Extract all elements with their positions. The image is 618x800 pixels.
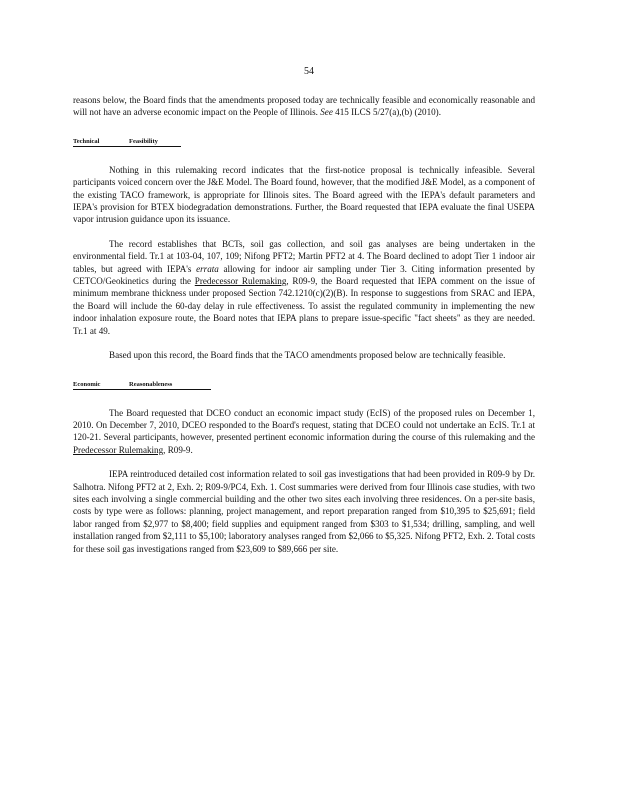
section-heading-technical-feasibility xyxy=(73,137,535,147)
technical-paragraph-2 xyxy=(73,238,535,337)
economic-paragraph-1 xyxy=(73,407,535,457)
errata-term: errata xyxy=(196,263,219,274)
heading-word: Economic xyxy=(73,380,129,390)
intro-citation: 415 ILCS 5/27(a),(b) (2010). xyxy=(335,107,441,118)
predecessor-rulemaking-reference: Predecessor Rulemaking xyxy=(73,444,164,455)
economic-paragraph-2: IEPA reintroduced detailed cost information related to soil gas investigations that had been provided in R09-9 by Dr. Salhotra. Nifong PFT2 at 2, Exh. 2; R09-9/PC4, Exh. 1. Cost summaries were derived from four Illinois case studies, with two sites each involving a single commercial building and the other two sites each involving three residences. On a per-site basis, costs by type were as follows: planning, project management, and report preparation ranged from $10,395 to $25,691; field labor ranged from $2,977 to $8,400; field supplies and equipment ranged from $303 to $1,534; drilling, sampling, and well installation ranged from $2,111 to $5,100; laboratory analyses ranged from $2,066 to $5,325. Nifong PFT2, Exh. 2. Total costs for these soil gas investigations ranged from $23,609 to $89,666 per site. xyxy=(73,469,535,554)
heading-word: Technical xyxy=(73,137,129,147)
predecessor-rulemaking-reference: Predecessor Rulemaking xyxy=(194,276,287,287)
document-body xyxy=(73,94,535,555)
see-signal: See xyxy=(320,107,333,118)
paragraph-text: The Board requested that DCEO conduct an economic impact study (EcIS) of the proposed rules on December 1, 2010. On December 7, 2010, DCEO responded to the Board's request, stating that DCEO could not undertake an EcIS. Tr.1 at 120-21. Several participants, however, presented pertinent economic information during the course of this rulemaking and the xyxy=(73,407,535,443)
intro-text: reasons below, the Board finds that the amendments proposed today are technically feasible and economically reasonable and will not have an adverse economic impact on the People of Illinois. xyxy=(73,95,535,118)
section-heading-economic-reasonableness xyxy=(73,380,535,390)
page-number: 54 xyxy=(304,66,314,77)
paragraph-text: , R09-9, the Board requested that IEPA comment on the issue of minimum membrane thickness under proposed Section 742.1210(c)(2)(B). In response to suggestions from SRAC and IEPA, the Board will include the 60-day delay in rule effectiveness. To assist the regulated community in implementing the new indoor inhalation exposure route, the Board notes that IEPA plans to prepare issue-specific "fact sheets" as they are needed. Tr.1 at 49. xyxy=(73,276,536,336)
heading-word: Feasibility xyxy=(129,137,181,147)
paragraph-text: , R09-9. xyxy=(163,444,193,455)
technical-paragraph-1: Nothing in this rulemaking record indicates that the first-notice proposal is technically infeasible. Several participants voiced concern over the J&E Model. The Board found, however, that the modified J&E Model, as a component of the existing TACO framework, is appropriate for Illinois sites. The Board agreed with the IEPA's default parameters and IEPA's provision for BTEX biodegradation demonstrations. Further, the Board requested that IEPA evaluate the final USEPA vapor intrusion guidance upon its issuance. xyxy=(73,164,535,225)
paragraph-text: allowing for indoor air sampling under Tier 3. Citing information presented by CETCO/Geokinetics during the xyxy=(73,263,535,287)
heading-word: Reasonableness xyxy=(129,380,211,390)
intro-paragraph xyxy=(73,94,535,119)
paragraph-text: The record establishes that BCTs, soil gas collection, and soil gas analyses are being undertaken in the environmental field. Tr.1 at 103-04, 107, 109; Nifong PFT2; Martin PFT2 at 4. The Board declined to adopt Tier 1 indoor air tables, but agreed with IEPA's xyxy=(73,238,535,274)
technical-paragraph-3: Based upon this record, the Board finds that the TACO amendments proposed below are technically feasible. xyxy=(109,350,506,361)
